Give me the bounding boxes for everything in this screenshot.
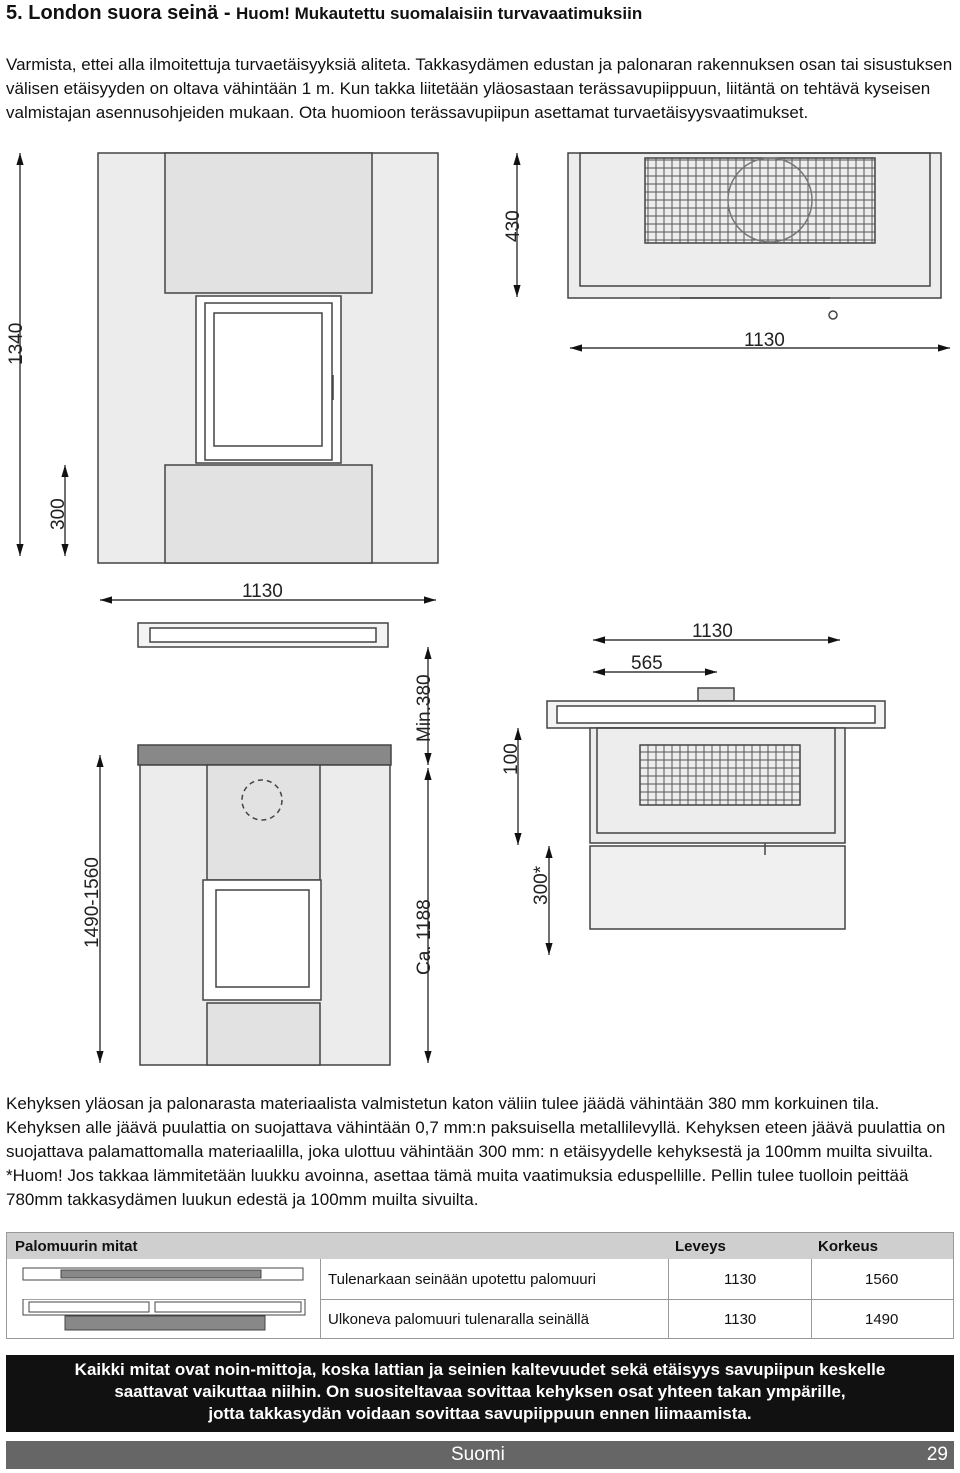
dim-front-width: 1130 — [242, 581, 283, 602]
floor-plan — [547, 688, 885, 929]
notice-box — [6, 1355, 954, 1432]
notice-line-2: saattavat vaikuttaa niihin. On suositeltavaa sovittaa kehyksen osat yhteen takan ympärille, — [114, 1382, 846, 1401]
page-title — [6, 2, 642, 25]
notice-line-1: Kaikki mitat ovat noin-mittoja, koska lattian ja seinien kaltevuudet sekä etäisyys savupiipun keskelle — [74, 1360, 886, 1379]
page-number: 29 — [926, 1444, 948, 1465]
page-footer — [6, 1441, 954, 1469]
body-paragraph: Kehyksen yläosan ja palonarasta materiaalista valmistetun katon väliin tulee jäädä vähintään 380 mm korkuinen tila. Kehyksen alle jäävä puulattia on suojattava vähintään 0,7 mm:n paksuisella metallilevyllä. Kehyksen eteen jäävä puulattia on suojattava palamattomalla materiaalilla, joka ulottuu vähintään 300 mm: n etäisyydelle kehyksestä ja 100mm muilta sivuilta. *Huom! Jos takkaa lämmitetään luukku avoinna, asettaa tämä muita vaatimuksia eduspellille. Pellin tulee tuolloin peittää 780mm takkasydämen luukun edestä ja 100mm muilta sivuilta. — [6, 1094, 946, 1209]
footer-language: Suomi — [451, 1444, 505, 1465]
table-header — [7, 1233, 953, 1259]
row-desc: Ulkoneva palomuuri tulenaralla seinällä — [328, 1311, 589, 1328]
dim-ceiling-gap: Min.380 — [414, 674, 435, 742]
top-plan — [568, 153, 941, 319]
dim-top-width: 1130 — [744, 330, 785, 351]
notice-line-3: jotta takkasydän voidaan sovittaa savupiippuun ennen liimaamista. — [208, 1404, 752, 1423]
firewall-dimensions-table — [6, 1232, 954, 1339]
table-row — [7, 1299, 953, 1339]
technical-drawing — [0, 140, 960, 1090]
col-header-width: Leveys — [675, 1238, 726, 1255]
protruding-wall-diagram — [21, 1299, 311, 1337]
dim-plan-half: 565 — [631, 653, 663, 674]
row-desc: Tulenarkaan seinään upotettu palomuuri — [328, 1271, 596, 1288]
dim-front-height: 1340 — [6, 322, 27, 365]
dim-plan-width: 1130 — [692, 621, 733, 642]
recessed-wall-diagram — [21, 1266, 311, 1292]
section-subtitle: Huom! Mukautettu suomalaisiin turvavaatimuksiin — [236, 4, 643, 23]
col-header-height: Korkeus — [818, 1238, 879, 1255]
dim-front-margin: 300* — [531, 865, 552, 905]
row-height: 1560 — [865, 1271, 899, 1288]
side-elevation — [138, 623, 391, 1065]
dim-plinth-height: 300 — [48, 498, 69, 530]
dim-side-margin: 100 — [501, 743, 522, 775]
row-width: 1130 — [724, 1271, 757, 1288]
front-elevation — [98, 153, 438, 563]
dim-approx-height: Ca. 1188 — [414, 899, 435, 975]
dim-height-range: 1490-1560 — [82, 857, 103, 948]
dim-top-depth: 430 — [503, 210, 524, 242]
col-header-name: Palomuurin mitat — [15, 1238, 138, 1255]
section-title: 5. London suora seinä - — [6, 2, 237, 24]
table-row — [7, 1259, 953, 1299]
row-width: 1130 — [724, 1311, 757, 1328]
intro-paragraph: Varmista, ettei alla ilmoitettuja turvaetäisyyksiä aliteta. Takkasydämen edustan ja palonaran rakennuksen osan tai sisustuksen välisen etäisyyden on oltava vähintään 1 m. Kun takka liitetään yläosastaan terässavupiippuun, liitäntä on tehtävä kyseisen valmistajan asennusohjeiden mukaan. Ota huomioon terässavupiipun asettamat turvaetäisyysvaatimukset. — [6, 55, 953, 122]
row-height: 1490 — [865, 1311, 899, 1328]
